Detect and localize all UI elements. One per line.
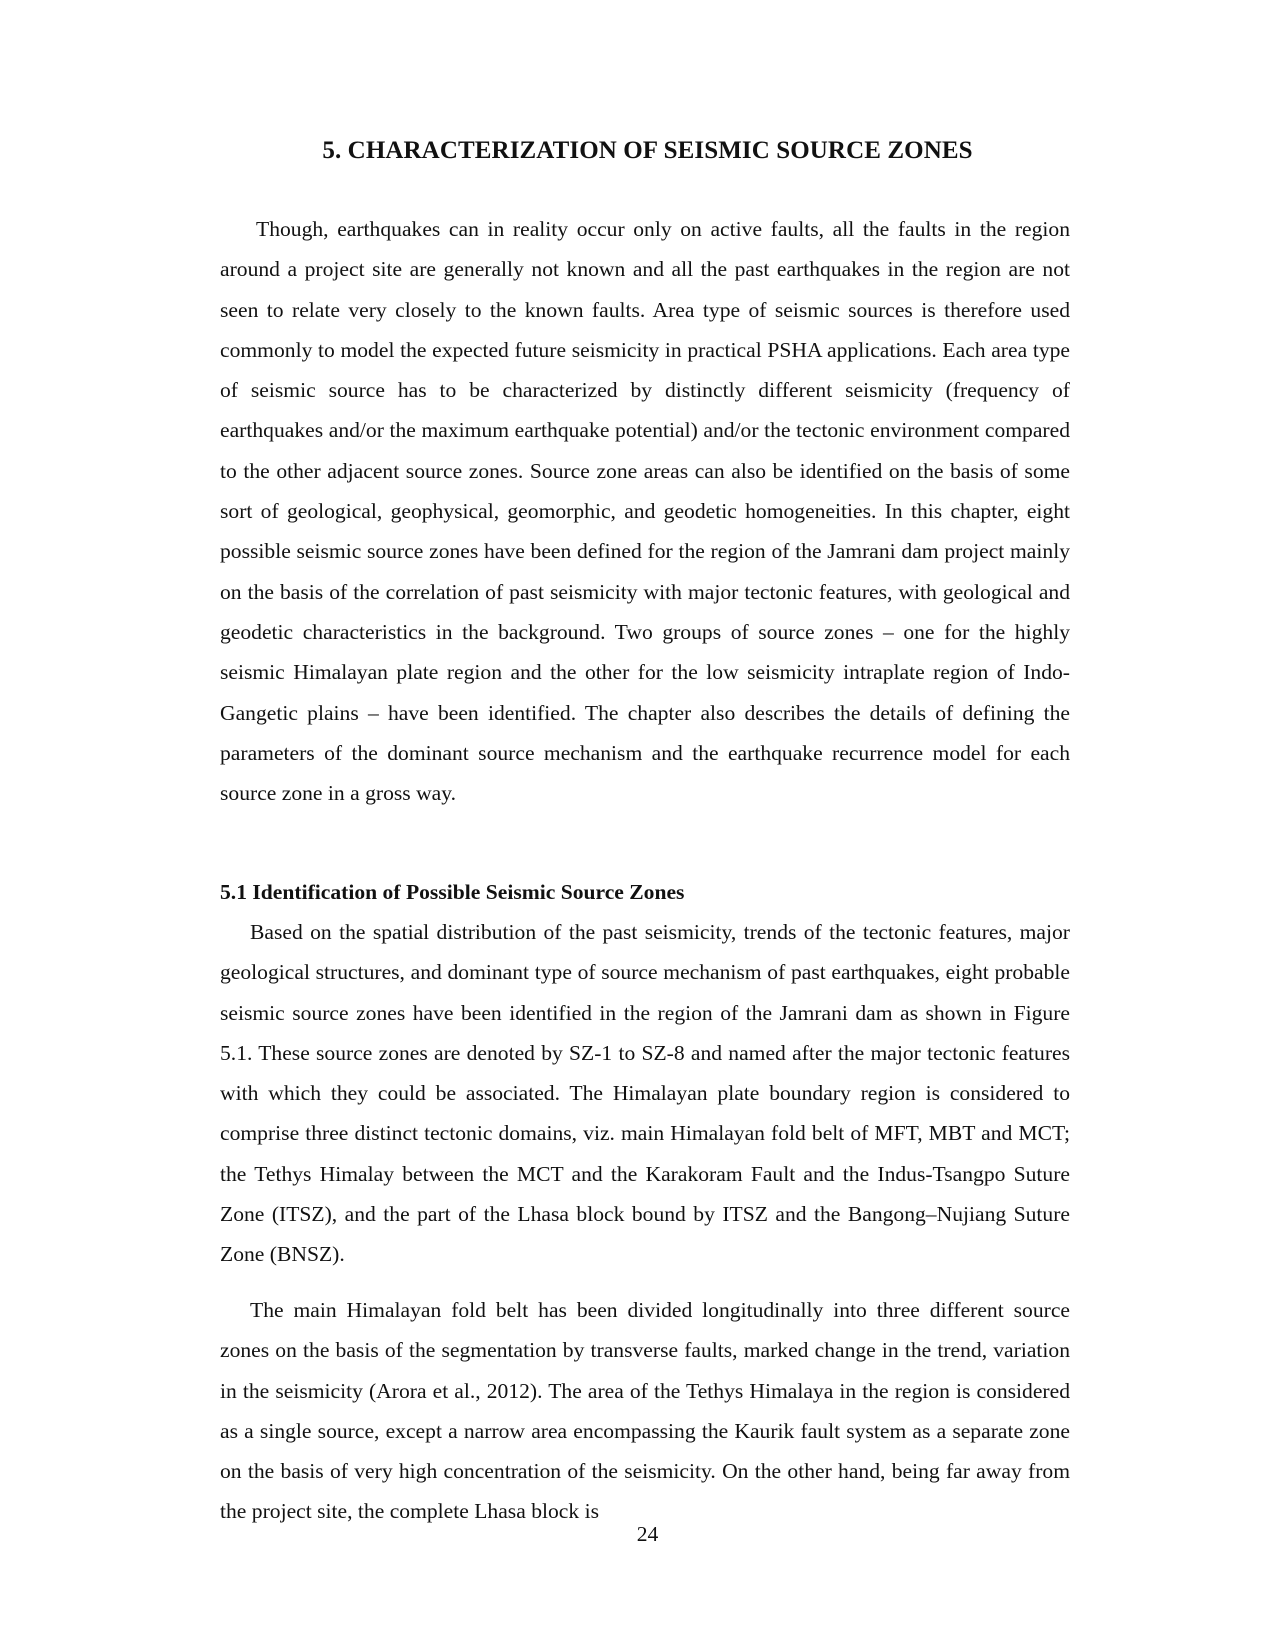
intro-paragraph: Though, earthquakes can in reality occur only on active faults, all the faults in the region around a project site are generally not known and all the past earthquakes in the region are not seen to relate very closely to the known faults. Area type of seismic sources is therefore used commonly to model the expected future seismicity in practical PSHA applications. Each area type of seismic source has to be characterized by distinctly different seismicity (frequency of earthquakes and/or the maximum earthquake potential) and/or the tectonic environment compared to the other adjacent source zones. Source zone areas can also be identified on the basis of some sort of geological, geophysical, geomorphic, and geodetic homogeneities. In this chapter, eight possible seismic source zones have been defined for the region of the Jamrani dam project mainly on the basis of the correlation of past seismicity with major tectonic features, with geological and geodetic characteristics in the background. Two groups of source zones – one for the highly seismic Himalayan plate region and the other for the low seismicity intraplate region of Indo-Gangetic plains – have been identified. The chapter also describes the details of defining the parameters of the dominant source mechanism and the earthquake recurrence model for each source zone in a gross way. bbox=[220, 217, 1070, 806]
chapter-title: 5. CHARACTERIZATION OF SEISMIC SOURCE ZONES bbox=[322, 137, 973, 164]
section-heading: 5.1 Identification of Possible Seismic Source Zones bbox=[220, 880, 685, 904]
page-number: 24 bbox=[636, 1522, 659, 1546]
section-paragraph-1: Based on the spatial distribution of the past seismicity, trends of the tectonic features, major geological structures, and dominant type of source mechanism of past earthquakes, eight probable seismic source zones have been identified in the region of the Jamrani dam as shown in Figure 5.1. These source zones are denoted by SZ-1 to SZ-8 and named after the major tectonic features with which they could be associated. The Himalayan plate boundary region is considered to comprise three distinct tectonic domains, viz. main Himalayan fold belt of MFT, MBT and MCT; the Tethys Himalay between the MCT and the Karakoram Fault and the Indus-Tsangpo Suture Zone (ITSZ), and the part of the Lhasa block bound by ITSZ and the Bangong–Nujiang Suture Zone (BNSZ). bbox=[220, 920, 1070, 1267]
section-paragraph-2: The main Himalayan fold belt has been divided longitudinally into three different source zones on the basis of the segmentation by transverse faults, marked change in the trend, variation in the seismicity (Arora et al., 2012). The area of the Tethys Himalaya in the region is considered as a single source, except a narrow area encompassing the Kaurik fault system as a separate zone on the basis of very high concentration of the seismicity. On the other hand, being far away from the project site, the complete Lhasa block is bbox=[220, 1298, 1070, 1524]
